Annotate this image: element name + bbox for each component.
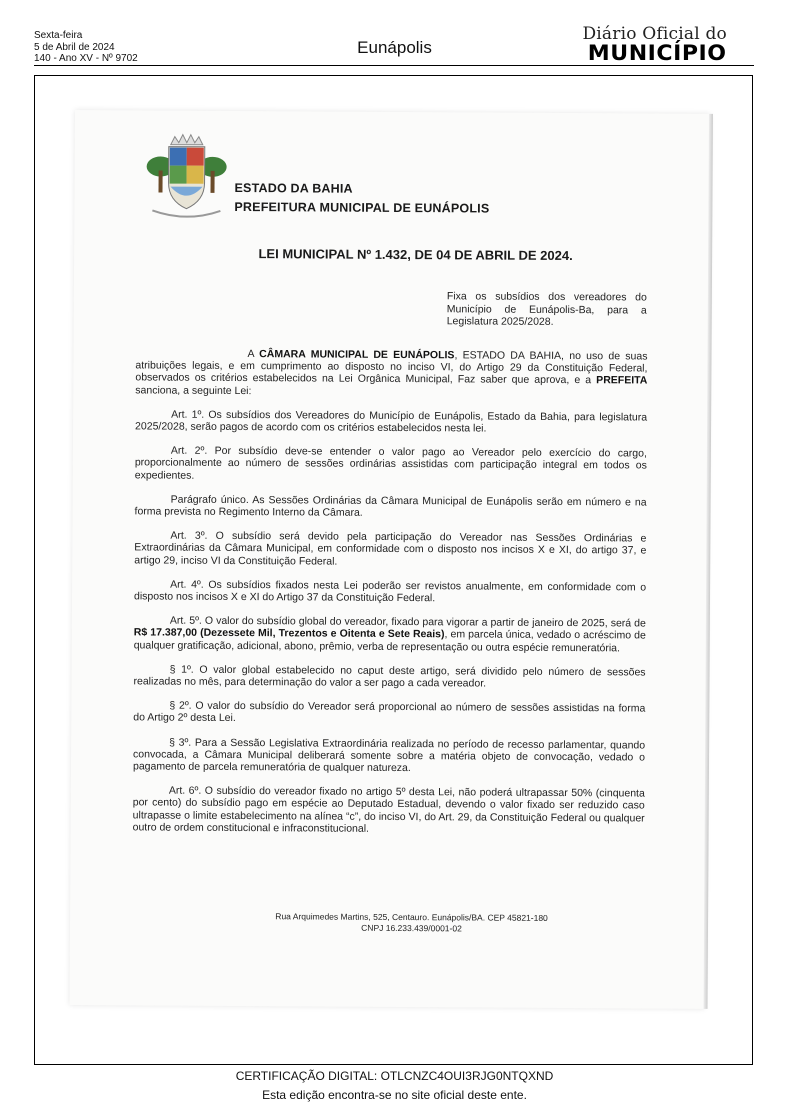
diario-oficial-logo [582, 25, 727, 63]
law-ementa: Fixa os subsídios dos vereadores do Município de Eunápolis-Ba, para a Legislatura 2025/2028. [446, 290, 647, 328]
article-5 [134, 615, 646, 655]
preamble-text: , ESTADO DA BAHIA, no uso de suas atribuições legais, e em cumprimento ao disposto no inciso VI, do Artigo 29 da Constituição Federal, observados os critérios estabelecidos na Lei Orgânica Municipal, Faz saber que aprova, e a [135, 349, 648, 387]
preamble-prefeita: PREFEITA [596, 374, 648, 387]
paragraph-3: § 3º. Para a Sessão Legislativa Extraordinária realizada no período de recesso parlamentar, quando convocada, a Câmara Municipal deliberará somente sobre a matéria objeto de convocação, vedado o pagamento de parcela remuneratória de qualquer natureza. [132, 736, 646, 775]
law-title: LEI MUNICIPAL Nº 1.432, DE 04 DE ABRIL DE 2024. [258, 246, 573, 264]
preamble [135, 347, 647, 399]
article-6: Art. 6º. O subsídio do vereador fixado no artigo 5º desta Lei, não poderá ultrapassar 50% (cinquenta por cento) do subsídio pago em espécie ao Deputado Estadual, devendo o valor fixado ser reduzido caso ultrapasse o limite estabelecimento na alínea “c”, do inciso VI, do Art. 29, da Constituição Federal ou qualquer outro de ordem constitucional e infraconstitucional. [132, 784, 645, 835]
article-5-amount: R$ 17.387,00 (Dezessete Mil, Trezentos e Oitenta e Sete Reais) [133, 626, 445, 641]
header-edition-info: 140 - Ano XV - Nº 9702 [34, 53, 138, 64]
prefeitura-address-block [70, 910, 705, 936]
article-5-text: , em parcela única, vedado o acréscimo de qualquer gratificação, adicional, abono, prêmio, verba de representação ou outra espécie remuneratória. [133, 628, 646, 654]
preamble-text: A [247, 348, 260, 361]
paragraph-1: § 1º. O valor global estabelecido no caput deste artigo, será dividido pelo número de sessões realizadas no mês, para determinação do valor a ser pago a cada vereador. [133, 663, 646, 690]
scanned-document [70, 110, 710, 1009]
law-body [133, 347, 648, 848]
header-city: Eunápolis [357, 38, 432, 57]
paragraph-2: § 2º. O valor do subsídio do Vereador será proporcional ao número de sessões assistidas na forma do Artigo 2º desta Lei. [133, 699, 646, 725]
state-name: ESTADO DA BAHIA [234, 180, 353, 196]
paragrafo-unico: Parágrafo único. As Sessões Ordinárias da Câmara Municipal de Eunápolis serão em número e na forma prevista no Regimento Interno da Câmara. [134, 493, 647, 519]
logo-line2: MUNICÍPIO [588, 41, 727, 65]
article-4: Art. 4º. Os subsídios fixados nesta Lei poderão ser revistos anualmente, em conformidade com o disposto nos incisos X e XI do Artigo 37 da Constituição Federal. [133, 578, 647, 605]
header-divider [34, 65, 754, 66]
article-3: Art. 3º. O subsídio será devido pela participação do Vereador nas Sessões Ordinárias e Extraordinárias da Câmara Municipal, em conformidade com o disposto nos incisos X e XI, do artigo 37, e artigo 29, inciso VI da Constituição Federal. [134, 529, 647, 568]
prefeitura-address: Rua Arquimedes Martins, 525, Centauro. Eunápolis/BA. CEP 45821-180 [275, 911, 548, 923]
prefeitura-name: PREFEITURA MUNICIPAL DE EUNÁPOLIS [234, 199, 490, 216]
article-5-text: Art. 5º. O valor do subsídio global do vereador, fixado para vigorar a partir de janeiro de 2025, será de [169, 614, 646, 630]
prefeitura-cnpj: CNPJ 16.233.439/0001-02 [361, 922, 462, 934]
article-2: Art. 2º. Por subsídio deve-se entender o valor pago ao Vereador pelo exercício do cargo, proporcionalmente ao número de sessões ordinárias assistidas com participação integral em todos os expedientes. [134, 444, 647, 482]
document-issuer [234, 179, 489, 219]
header-date: 5 de Abril de 2024 [34, 41, 115, 53]
header-weekday: Sexta-feira [34, 30, 83, 41]
logo-line1: Diário Oficial do [582, 24, 727, 44]
digital-certification: CERTIFICAÇÃO DIGITAL: OTLCNZC4OUI3RJG0NTQXND [235, 1069, 554, 1083]
article-1: Art. 1º. Os subsídios dos Vereadores do Município de Eunápolis, Estado da Bahia, para legislatura 2025/2028, serão pagos de acordo com os critérios estabelecidos nesta lei. [135, 408, 648, 435]
edition-notice: Esta edição encontra-se no site oficial deste ente. [262, 1088, 527, 1102]
municipal-crest-icon [142, 130, 231, 223]
preamble-camara: CÂMARA MUNICIPAL DE EUNÁPOLIS [259, 348, 455, 362]
preamble-text: sanciona, a seguinte Lei: [135, 383, 252, 397]
